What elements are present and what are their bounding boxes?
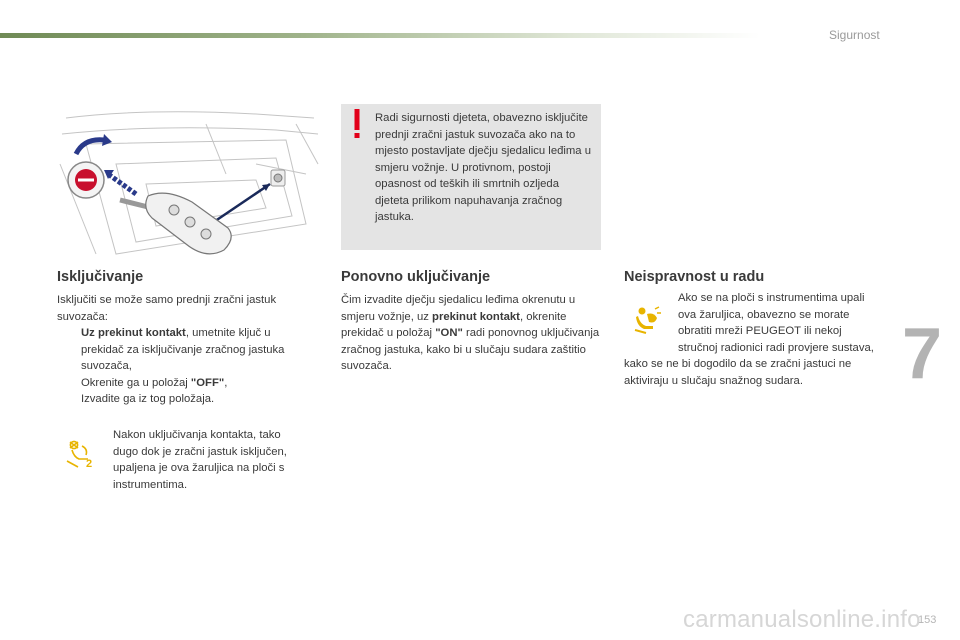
bullet-text: Izvadite ga iz tog položaja. bbox=[81, 393, 215, 405]
list-item bbox=[57, 391, 295, 408]
deactivation-section bbox=[57, 292, 295, 408]
malfunction-text bbox=[624, 290, 884, 389]
reactivation-text bbox=[341, 292, 603, 375]
bullet-bold-text: "OFF" bbox=[190, 376, 225, 389]
deactivation-intro: Isključiti se može samo prednji zračni jastuk suvozača: bbox=[57, 294, 277, 323]
svg-text:2: 2 bbox=[86, 458, 93, 469]
bullet-text: Okrenite ga u položaj bbox=[81, 376, 191, 389]
reactivation-bold-text: prekinut kontakt bbox=[432, 310, 520, 323]
reactivation-heading: Ponovno uključivanje bbox=[341, 269, 491, 285]
chapter-number: 7 bbox=[902, 314, 943, 394]
list-item bbox=[57, 325, 295, 375]
reactivation-text-part: radi ponovnog uključivanja zračnog jastuka, kako bi u slučaju sudara zaštitio suvozača. bbox=[341, 327, 600, 372]
reactivation-text-part: , okrenite prekidač u položaj bbox=[341, 310, 567, 339]
reactivation-text-part: Čim izvadite dječju sjedalicu leđima okrenutu u smjeru vožnje, uz bbox=[341, 294, 576, 323]
bullet-bold-text: Uz prekinut kontakt bbox=[81, 327, 186, 339]
page-number: 153 bbox=[918, 614, 937, 626]
malfunction-heading: Neispravnost u radu bbox=[624, 269, 765, 285]
deactivation-heading: Isključivanje bbox=[57, 269, 144, 285]
exclamation-icon bbox=[351, 107, 363, 141]
deactivation-note: Nakon uključivanja kontakta, tako dugo dok je zračni jastuk isključen, upaljena je ova žaruljica na ploči s instrumentima. bbox=[113, 429, 287, 491]
section-title: Sigurnost bbox=[829, 28, 880, 42]
icon-spacer bbox=[624, 290, 678, 356]
airbag-off-indicator-icon bbox=[64, 439, 98, 469]
malfunction-text-body: Ako se na ploči s instrumentima upali ova žaruljica, obavezno se morate obratiti mreži PEUGEOT ili nekoj stručnoj radionici radi provjere sustava, kako se ne bi dogodilo da se zračni jastuci ne aktiviraju u slučaju snažnog sudara. bbox=[624, 292, 874, 387]
bullet-text: , bbox=[224, 376, 228, 389]
list-item bbox=[57, 375, 295, 392]
header-accent-bar bbox=[0, 33, 760, 38]
watermark: carmanualsonline.info bbox=[683, 606, 921, 633]
airbag-switch-illustration bbox=[56, 104, 320, 266]
warning-text: Radi sigurnosti djeteta, obavezno isključite prednji zračni jastuk suvozača ako na to mjesto postavljate dječju sjedalicu leđima u smjeru vožnje. U protivnom, postoji opasnost od teških ili smrtnih ozljeda djeteta prilikom napuhavanja zračnog jastuka. bbox=[375, 112, 592, 223]
bullet-text: , umetnite ključ u prekidač za isključivanje zračnog jastuka suvozača, bbox=[81, 327, 285, 372]
reactivation-bold-text: "ON" bbox=[435, 327, 463, 339]
